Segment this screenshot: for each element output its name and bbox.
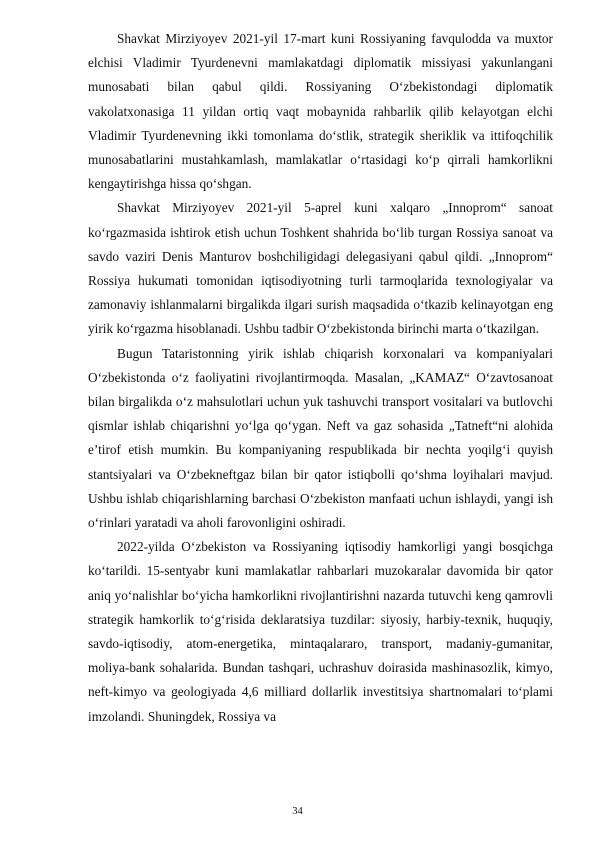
page-number: 34 [292,806,303,817]
paragraph-4: 2022-yilda O‘zbekiston va Rossiyaning iqtisodiy hamkorligi yangi bosqichga ko‘tarildi. 15-sentyabr kuni mamlakatlar rahbarlari muzokaralar davomida bir qator aniq yo‘nalishlar bo‘yicha hamkorlikni rivojlantirishni nazarda tutuvchi keng qamrovli strategik hamkorlik to‘g‘risida deklaratsiya tuzdilar: siyosiy, harbiy-texnik, huquqiy, savdo-iqtisodiy, atom-energetika, mintaqalararo, transport, madaniy-gumanitar, moliya-bank sohalarida. Bundan tashqari, uchrashuv doirasida mashinasozlik, kimyo, neft-kimyo va geologiyada 4,6 milliard dollarlik investitsiya shartnomalari to‘plami imzolandi. Shuningdek, Rossiya va [88,539,553,724]
paragraph-1: Shavkat Mirziyoyev 2021-yil 17-mart kuni Rossiyaning favqulodda va muxtor elchisi Vladimir Tyurdenevni mamlakatdagi diplomatik missiyasi yakunlangani munosabati bilan qabul qildi. Rossiyaning O‘zbekistondagi diplomatik vakolatxonasiga 11 yildan ortiq vaqt mobaynida rahbarlik qilib kelayotgan elchi Vladimir Tyurdenevning ikki tomonlama do‘stlik, strategik sheriklik va ittifoqchilik munosabatlarini mustahkamlash, mamlakatlar o‘rtasidagi ko‘p qirrali hamkorlikni kengaytirishga hissa qo‘shgan. [88,31,553,192]
body-text [88,27,553,729]
paragraph-2: Shavkat Mirziyoyev 2021-yil 5-aprel kuni xalqaro „Innoprom“ sanoat ko‘rgazmasida ishtirok etish uchun Toshkent shahrida bo‘lib turgan Rossiya sanoat va savdo vaziri Denis Manturov boshchiligidagi delegasiyani qabul qildi. „Innoprom“ Rossiya hukumati tomonidan iqtisodiyotning turli tarmoqlarida texnologiyalar va zamonaviy ishlanmalarni birgalikda ilgari surish maqsadida o‘tkazib kelinayotgan eng yirik ko‘rgazma hisoblanadi. Ushbu tadbir O‘zbekistonda birinchi marta o‘tkazilgan. [88,200,553,337]
paragraph-3: Bugun Tataristonning yirik ishlab chiqarish korxonalari va kompaniyalari O‘zbekistonda o‘z faoliyatini rivojlantirmoqda. Masalan, „KAMAZ“ O‘zavtosanoat bilan birgalikda o‘z mahsulotlari uchun yuk tashuvchi transport vositalari va butlovchi qismlar ishlab chiqarishni yo‘lga qo‘ygan. Neft va gaz sohasida „Tatneft“ni alohida e’tirof etish mumkin. Bu kompaniyaning respublikada bir nechta yoqilg‘i quyish stantsiyalari va O‘zbekneftgaz bilan bir qator istiqbolli qo‘shma loyihalari mavjud. Ushbu ishlab chiqarishlarning barchasi O‘zbekiston manfaati uchun ishlaydi, yangi ish o‘rinlari yaratadi va aholi farovonligini oshiradi. [88,345,553,531]
